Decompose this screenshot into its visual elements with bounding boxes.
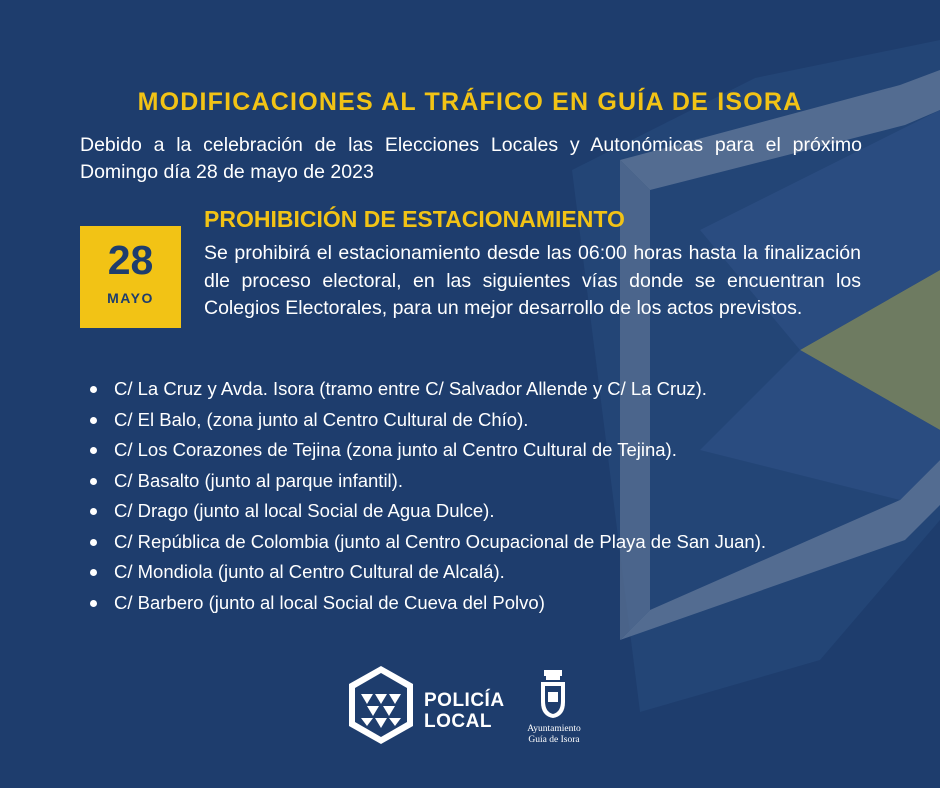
list-item xyxy=(114,374,862,405)
list-item xyxy=(114,496,862,527)
street-text: C/ Los Corazones de Tejina (zona junto al Centro Cultural de Tejina). xyxy=(114,439,677,460)
street-text: C/ La Cruz y Avda. Isora (tramo entre C/ Salvador Allende y C/ La Cruz). xyxy=(114,378,707,399)
bullet-icon xyxy=(90,447,97,454)
bullet-icon xyxy=(90,478,97,485)
list-item xyxy=(114,435,862,466)
bullet-icon xyxy=(90,600,97,607)
police-logo-text xyxy=(424,690,505,732)
street-text: C/ El Balo, (zona junto al Centro Cultural de Chío). xyxy=(114,408,529,430)
date-badge xyxy=(80,226,181,328)
list-item xyxy=(114,466,862,497)
council-line-2: Guía de Isora xyxy=(528,735,580,745)
list-item xyxy=(114,405,862,436)
prohibition-title: PROHIBICIÓN DE ESTACIONAMIENTO xyxy=(204,206,625,232)
street-text: C/ Barbero (junto al local Social de Cueva del Polvo) xyxy=(114,591,545,613)
page-title: MODIFICACIONES AL TRÁFICO EN GUÍA DE ISORA xyxy=(137,88,803,116)
bullet-icon xyxy=(90,417,97,424)
street-text: C/ República de Colombia (junto al Centro Ocupacional de Playa de San Juan). xyxy=(114,530,766,552)
police-line-1: POLICÍA xyxy=(424,690,505,711)
council-crest-icon xyxy=(538,668,568,720)
list-item xyxy=(114,557,862,588)
council-name xyxy=(516,724,592,746)
bullet-icon xyxy=(90,386,97,393)
date-month: MAYO xyxy=(107,290,154,306)
prohibition-body: Se prohibirá el estacionamiento desde las 06:00 horas hasta la finalización dle proceso electoral, en las siguientes vías donde se encuentran los Colegios Electorales, para un mejor desarrollo de los actos previstos. xyxy=(204,242,861,319)
intro-text: Debido a la celebración de las Elecciones Locales y Autonómicas para el próximo Domingo día 28 de mayo de 2023 xyxy=(80,134,862,183)
street-list xyxy=(114,374,862,618)
street-text: C/ Drago (junto al local Social de Agua Dulce). xyxy=(114,500,495,521)
council-line-1: Ayuntamiento xyxy=(527,724,581,734)
bullet-icon xyxy=(90,508,97,515)
street-text: C/ Mondiola (junto al Centro Cultural de Alcalá). xyxy=(114,561,505,582)
police-line-2: LOCAL xyxy=(424,711,492,732)
bullet-icon xyxy=(90,539,97,546)
bullet-icon xyxy=(90,569,97,576)
date-day: 28 xyxy=(107,237,154,283)
street-text: C/ Basalto (junto al parque infantil). xyxy=(114,469,403,491)
police-shield-logo-icon xyxy=(346,664,416,746)
list-item xyxy=(114,527,862,558)
list-item xyxy=(114,588,862,619)
